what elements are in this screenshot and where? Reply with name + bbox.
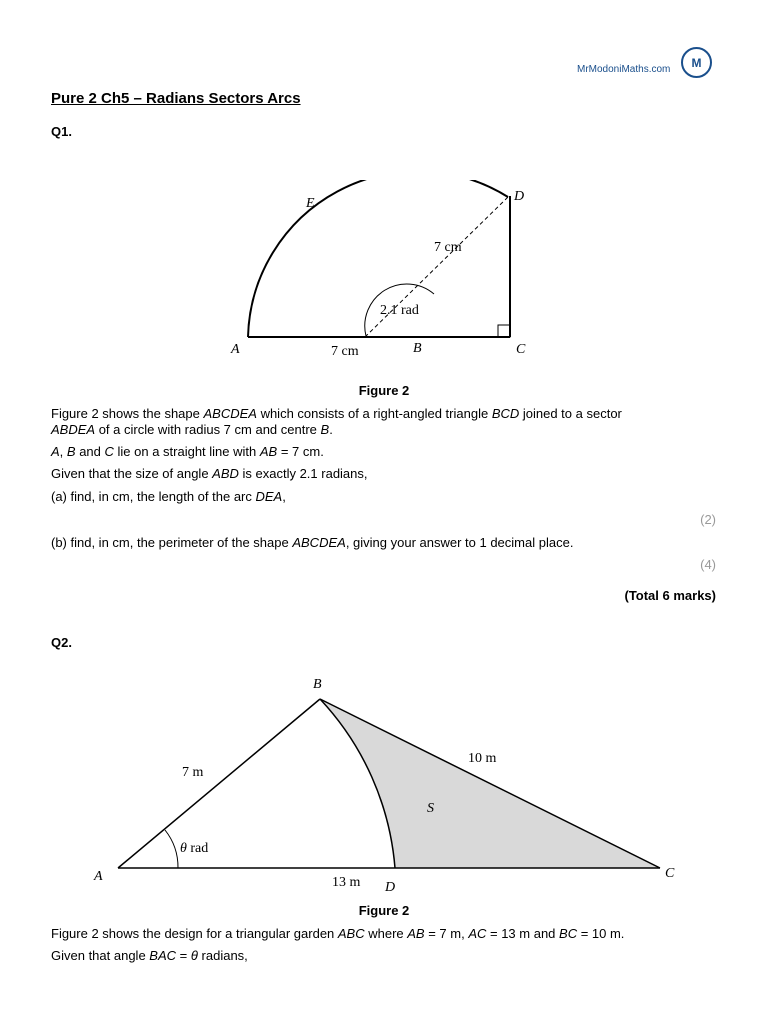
q2-intro (51, 926, 721, 942)
q1-angle-label: 2.1 rad (380, 303, 419, 318)
text-span: is exactly 2.1 radians, (238, 466, 368, 481)
q1-total-marks: (Total 6 marks) (624, 588, 716, 603)
point-a: A (51, 444, 60, 459)
theta-symbol: θ (190, 948, 198, 963)
text-span: (b) find, in cm, the perimeter of the shape (51, 535, 293, 550)
q1-radius-label: 7 cm (434, 240, 462, 255)
shape-name: ABCDEA (203, 406, 257, 421)
q2-label-b: B (313, 677, 322, 692)
text-span: , giving your answer to 1 decimal place. (345, 535, 574, 550)
text-span: = 7 cm. (277, 444, 324, 459)
angle-name: BAC (149, 948, 177, 963)
text-span: and (75, 444, 105, 459)
segment-ac: AC (468, 926, 487, 941)
point-b: B (66, 444, 76, 459)
text-span: of a circle with radius 7 cm and centre (95, 422, 321, 437)
text-span: . (329, 422, 333, 437)
q1-right-angle-mark (498, 325, 510, 337)
text-span: Given that angle (51, 948, 150, 963)
text-span: radians, (197, 948, 248, 963)
text-span: = 13 m and (486, 926, 560, 941)
q2-line-ab (118, 699, 320, 868)
point-c: C (104, 444, 114, 459)
q1-part-b (51, 535, 721, 551)
q1-label-b: B (413, 341, 422, 356)
q2-label: Q2. (51, 635, 72, 650)
theta-unit: rad (186, 841, 209, 856)
segment-ab: AB (259, 444, 278, 459)
segment-bc: BC (559, 926, 578, 941)
q1-label: Q1. (51, 124, 72, 139)
text-span: where (364, 926, 408, 941)
page-title: Pure 2 Ch5 – Radians Sectors Arcs (51, 90, 301, 107)
q1-marks-a: (2) (700, 512, 716, 527)
q1-label-a: A (231, 342, 240, 357)
triangle-name: BCD (491, 406, 520, 421)
q1-figure-caption: Figure 2 (358, 383, 410, 398)
angle-name: ABD (212, 466, 239, 481)
q1-arc-dea (248, 180, 508, 337)
brand-name: MrModoniMaths.com (577, 64, 671, 75)
q1-label-c: C (516, 342, 526, 357)
q1-base-label: 7 cm (331, 344, 359, 359)
q2-theta-label (180, 841, 208, 856)
text-span: , (59, 444, 67, 459)
q1-part-a (51, 489, 721, 505)
arc-name: DEA (255, 489, 283, 504)
q2-label-s: S (427, 801, 434, 816)
theta-symbol: θ (180, 841, 187, 856)
shape-name: ABCDEA (292, 535, 346, 550)
q1-intro (51, 406, 721, 438)
q1-label-d: D (514, 189, 525, 204)
text-span: = (176, 948, 191, 963)
text-span: = 10 m. (577, 926, 625, 941)
q2-ac-label: 13 m (332, 875, 361, 890)
logo-letters: M (691, 55, 702, 70)
q1-marks-b: (4) (700, 557, 716, 572)
text-span: lie on a straight line with (113, 444, 260, 459)
triangle-name: ABC (337, 926, 365, 941)
q2-label-a: A (94, 869, 103, 884)
q2-given (51, 948, 721, 964)
q2-label-c: C (665, 866, 675, 881)
q1-label-e: E (306, 196, 315, 211)
q1-line-points (51, 444, 721, 460)
q2-angle-arc (165, 830, 178, 868)
text-span: joined to a sector (519, 406, 622, 421)
text-span: Figure 2 shows the shape (51, 406, 204, 421)
q1-figure (220, 180, 540, 365)
text-span: (a) find, in cm, the length of the arc (51, 489, 256, 504)
q2-ab-label: 7 m (182, 765, 204, 780)
text-span: Given that the size of angle (51, 466, 213, 481)
q1-given (51, 466, 721, 482)
sector-name: ABDEA (51, 422, 96, 437)
centre-name: B (320, 422, 330, 437)
q2-bc-label: 10 m (468, 751, 497, 766)
q2-figure (90, 670, 690, 898)
text-span: = 7 m, (424, 926, 469, 941)
brand-logo-icon (681, 47, 712, 78)
q2-figure-caption: Figure 2 (358, 903, 410, 918)
text-span: which consists of a right-angled triangle (256, 406, 492, 421)
text-span: Figure 2 shows the design for a triangular garden (51, 926, 338, 941)
text-span: , (282, 489, 286, 504)
segment-ab: AB (407, 926, 425, 941)
q2-label-d: D (385, 880, 396, 895)
